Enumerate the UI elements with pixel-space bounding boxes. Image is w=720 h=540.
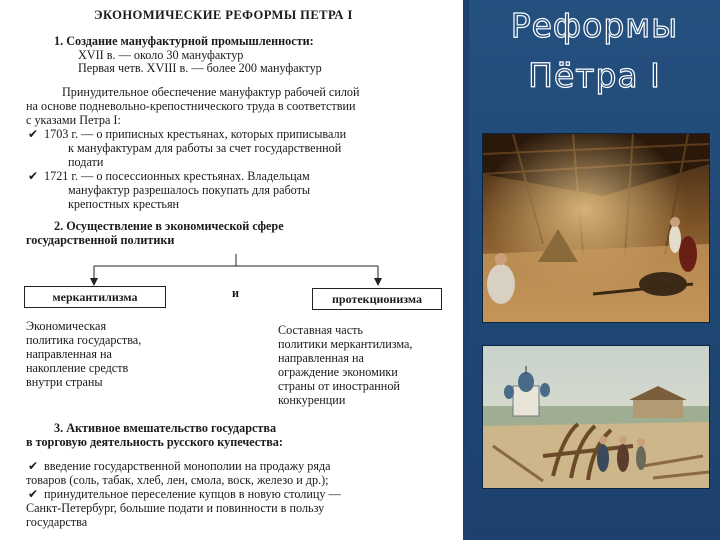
bullet-line: товаров (соль, табак, хлеб, лен, смола, воск, железо и др.); xyxy=(26,473,329,487)
document-heading: ЭКОНОМИЧЕСКИЕ РЕФОРМЫ ПЕТРА I xyxy=(94,8,353,22)
mercantilism-box: меркантилизма xyxy=(24,286,166,308)
mercantilism-text-line: политика государства, xyxy=(26,333,142,347)
mercantilism-text-line: Экономическая xyxy=(26,319,107,333)
protectionism-text-line: страны от иностранной xyxy=(278,379,400,393)
check-icon: ✔ xyxy=(28,459,39,473)
connector-and: и xyxy=(232,286,240,300)
section1-line: XVII в. — около 30 мануфактур xyxy=(78,48,244,62)
section1-title: 1. Создание мануфактурной промышленности: xyxy=(54,34,314,48)
protectionism-text-line: политики меркантилизма, xyxy=(278,337,413,351)
section2-title: государственной политики xyxy=(26,233,175,247)
bullet-line: 1703 г. — о приписных крестьянах, которых приписывали xyxy=(44,127,347,141)
manufactory-painting xyxy=(482,133,710,323)
bullet-line: мануфактур разрешалось покупать для работы xyxy=(68,183,311,197)
slide-title-line1: Реформы xyxy=(510,6,679,45)
shipbuilding-painting-art xyxy=(483,346,709,488)
shipbuilding-painting xyxy=(482,345,710,489)
bullet-line: Санкт-Петербург, большие подати и повинности в пользу xyxy=(26,501,325,515)
mercantilism-text-line: внутри страны xyxy=(26,375,103,389)
protectionism-text-line: направленная на xyxy=(278,351,364,365)
mercantilism-text-line: накопление средств xyxy=(26,361,129,375)
bullet-line: крепостных крестьян xyxy=(68,197,180,211)
protectionism-text-line: Составная часть xyxy=(278,323,363,337)
protectionism-text-line: конкуренции xyxy=(278,393,346,407)
section1-para-line: на основе подневольно-крепостнического труда в соответствии xyxy=(26,99,356,113)
branch-arrows xyxy=(22,250,452,290)
section3-title: 3. Активное вмешательство государства xyxy=(54,421,277,435)
manufactory-painting-art xyxy=(483,134,709,322)
check-icon: ✔ xyxy=(28,169,39,183)
mercantilism-text-line: направленная на xyxy=(26,347,112,361)
section2-title: 2. Осуществление в экономической сфере xyxy=(54,219,284,233)
section1-para-line: с указами Петра I: xyxy=(26,113,121,127)
bullet-line: к мануфактурам для работы за счет государственной xyxy=(68,141,342,155)
section1-para-line: Принудительное обеспечение мануфактур рабочей силой xyxy=(62,85,360,99)
protectionism-box: протекционизма xyxy=(312,288,442,310)
section1-line: Первая четв. XVIII в. — более 200 мануфактур xyxy=(78,61,322,75)
bullet-line: подати xyxy=(68,155,104,169)
check-icon: ✔ xyxy=(28,127,39,141)
bullet-line: государства xyxy=(26,515,88,529)
bullet-line: принудительное переселение купцов в новую столицу — xyxy=(44,487,341,501)
slide-title-line2: Пётра I xyxy=(528,56,661,95)
check-icon: ✔ xyxy=(28,487,39,501)
right-panel xyxy=(463,0,720,540)
right-panel-inner xyxy=(469,0,720,540)
protectionism-text-line: ограждение экономики xyxy=(278,365,398,379)
bullet-line: 1721 г. — о посессионных крестьянах. Владельцам xyxy=(44,169,310,183)
bullet-line: введение государственной монополии на продажу ряда xyxy=(44,459,331,473)
section3-title: в торговую деятельность русского купечества: xyxy=(26,435,283,449)
